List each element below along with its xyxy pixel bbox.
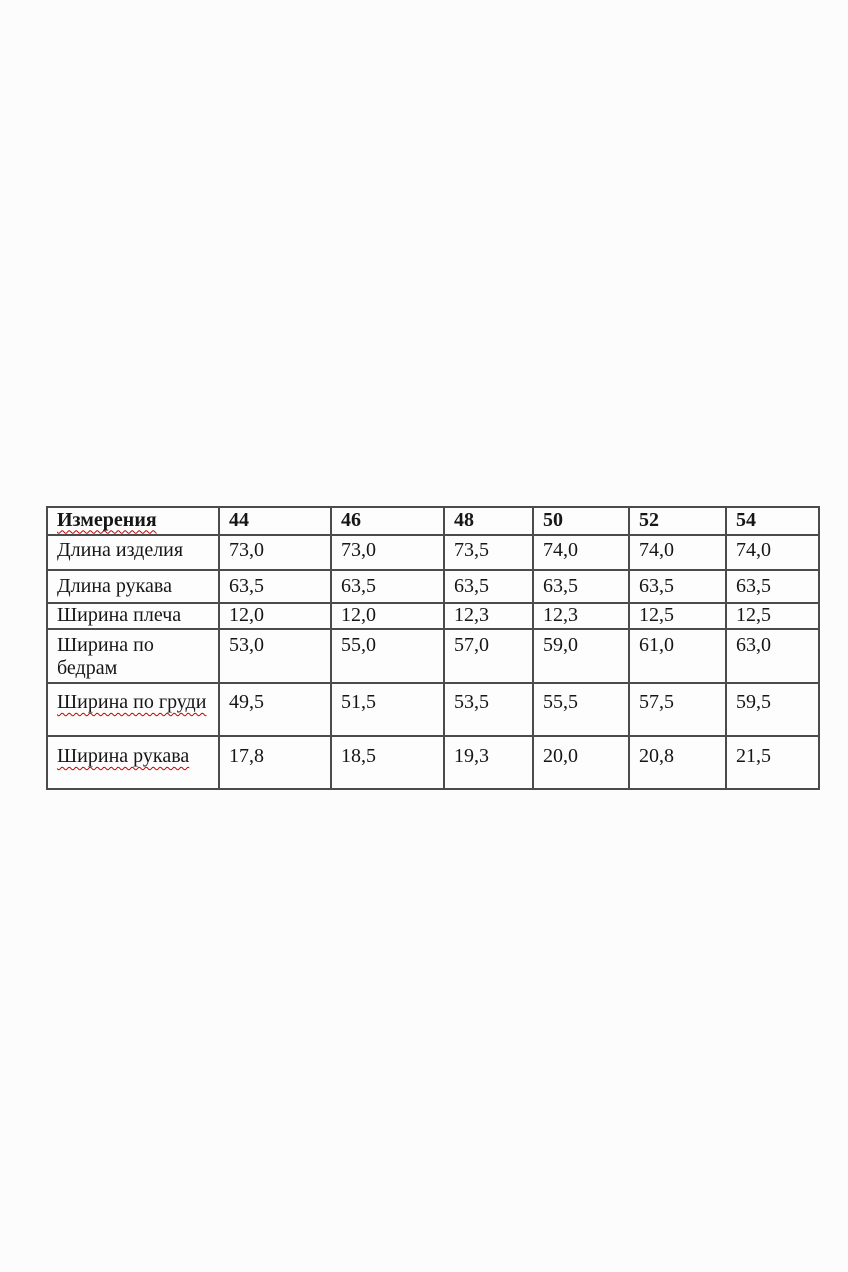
column-header-size-54: 54: [726, 507, 819, 535]
value-cell: 12,3: [444, 603, 533, 629]
table-row-sleeve-length: [47, 570, 819, 603]
row-label: Ширина по бедрам: [47, 629, 219, 683]
column-header-size-46: 46: [331, 507, 444, 535]
value-cell: 73,5: [444, 535, 533, 570]
column-header-size-52: 52: [629, 507, 726, 535]
column-header-size-50: 50: [533, 507, 629, 535]
table-row-hip-width: [47, 629, 819, 683]
row-label: Ширина плеча: [47, 603, 219, 629]
value-cell: 12,3: [533, 603, 629, 629]
value-cell: 17,8: [219, 736, 331, 789]
row-label: Длина рукава: [47, 570, 219, 603]
value-cell: 63,0: [726, 629, 819, 683]
table-row-chest-width: [47, 683, 819, 736]
value-cell: 55,0: [331, 629, 444, 683]
value-cell: 19,3: [444, 736, 533, 789]
row-label: Ширина рукава: [47, 736, 219, 789]
value-cell: 63,5: [331, 570, 444, 603]
value-cell: 57,0: [444, 629, 533, 683]
row-label: Длина изделия: [47, 535, 219, 570]
value-cell: 74,0: [533, 535, 629, 570]
value-cell: 73,0: [219, 535, 331, 570]
column-header-measurements: Измерения: [47, 507, 219, 535]
value-cell: 20,8: [629, 736, 726, 789]
value-cell: 18,5: [331, 736, 444, 789]
value-cell: 63,5: [444, 570, 533, 603]
value-cell: 49,5: [219, 683, 331, 736]
value-cell: 63,5: [726, 570, 819, 603]
value-cell: 74,0: [726, 535, 819, 570]
value-cell: 63,5: [629, 570, 726, 603]
value-cell: 73,0: [331, 535, 444, 570]
value-cell: 63,5: [533, 570, 629, 603]
value-cell: 12,0: [219, 603, 331, 629]
value-cell: 74,0: [629, 535, 726, 570]
value-cell: 59,0: [533, 629, 629, 683]
table-row-sleeve-width: [47, 736, 819, 789]
table-row-product-length: [47, 535, 819, 570]
row-label: Ширина по груди: [47, 683, 219, 736]
value-cell: 51,5: [331, 683, 444, 736]
value-cell: 53,0: [219, 629, 331, 683]
value-cell: 57,5: [629, 683, 726, 736]
value-cell: 61,0: [629, 629, 726, 683]
size-measurements-table: [46, 506, 820, 790]
value-cell: 12,5: [726, 603, 819, 629]
value-cell: 20,0: [533, 736, 629, 789]
value-cell: 53,5: [444, 683, 533, 736]
table-row-shoulder-width: [47, 603, 819, 629]
column-header-size-48: 48: [444, 507, 533, 535]
value-cell: 12,5: [629, 603, 726, 629]
value-cell: 63,5: [219, 570, 331, 603]
value-cell: 21,5: [726, 736, 819, 789]
header-row: [47, 507, 819, 535]
value-cell: 59,5: [726, 683, 819, 736]
value-cell: 12,0: [331, 603, 444, 629]
column-header-size-44: 44: [219, 507, 331, 535]
value-cell: 55,5: [533, 683, 629, 736]
